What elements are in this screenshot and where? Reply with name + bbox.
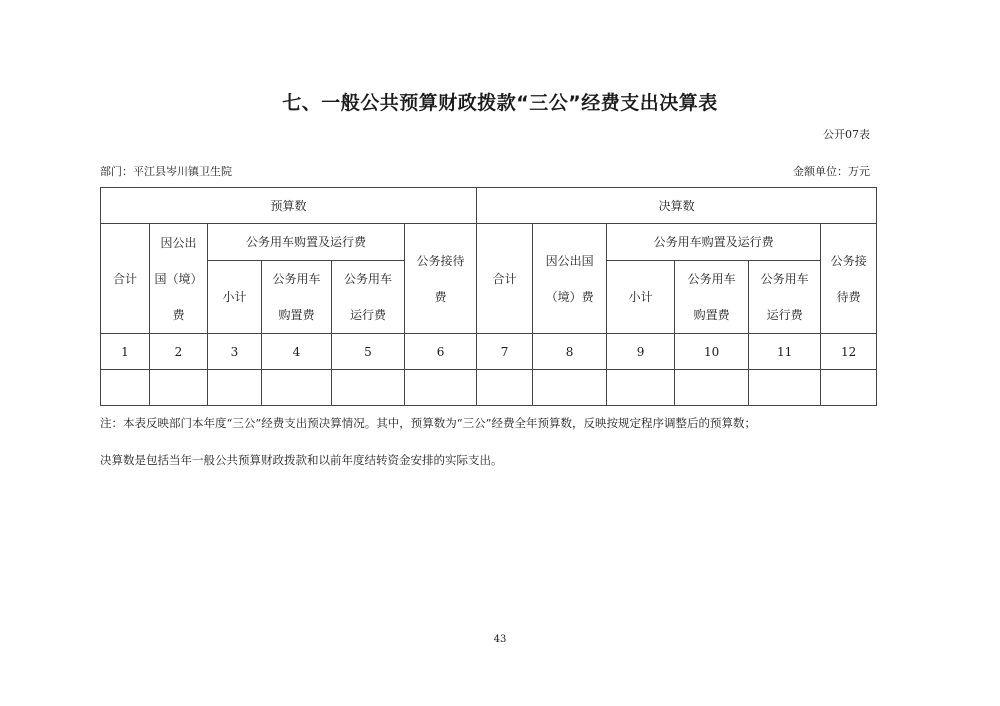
data-cell: [101, 370, 150, 406]
page-title: 七、一般公共预算财政拨款“三公”经费支出决算表: [282, 92, 718, 114]
three-public-expenses-table: [100, 187, 877, 406]
note-line-2: 决算数是包括当年一般公共预算财政拨款和以前年度结转资金安排的实际支出。: [100, 453, 503, 467]
col-number-cell: 3: [208, 334, 262, 370]
data-cell: [332, 370, 405, 406]
budget-abroad-header: 因公出 国（境） 费: [150, 224, 208, 334]
data-cell: [477, 370, 533, 406]
col-number-cell: 2: [150, 334, 208, 370]
budget-subtotal-header: 小计: [208, 261, 262, 334]
data-row: [101, 370, 877, 406]
department-label: 部门：平江县岑川镇卫生院: [100, 165, 232, 178]
data-cell: [821, 370, 877, 406]
col-number-cell: 6: [405, 334, 477, 370]
budget-group-header: 预算数: [101, 188, 477, 224]
col-number-cell: 1: [101, 334, 150, 370]
col-number-cell: 9: [607, 334, 675, 370]
final-car-purchase-header: 公务用车 购置费: [675, 261, 749, 334]
final-reception-header: 公务接 待费: [821, 224, 877, 334]
final-car-group-header: 公务用车购置及运行费: [607, 224, 821, 261]
final-abroad-header: 因公出国 （境）费: [533, 224, 607, 334]
final-subtotal-header: 小计: [607, 261, 675, 334]
col-number-cell: 8: [533, 334, 607, 370]
col-number-cell: 7: [477, 334, 533, 370]
page-number: 43: [493, 634, 507, 645]
col-number-cell: 10: [675, 334, 749, 370]
final-car-operation-header: 公务用车 运行费: [749, 261, 821, 334]
amount-unit-label: 金额单位：万元: [793, 165, 870, 178]
data-cell: [208, 370, 262, 406]
data-cell: [150, 370, 208, 406]
col-number-cell: 11: [749, 334, 821, 370]
data-cell: [405, 370, 477, 406]
note-line-1: 注：本表反映部门本年度“三公”经费支出预决算情况。其中，预算数为“三公”经费全年预算数，反映按规定程序调整后的预算数；: [100, 416, 757, 430]
col-number-cell: 12: [821, 334, 877, 370]
col-number-cell: 5: [332, 334, 405, 370]
data-cell: [262, 370, 332, 406]
data-cell: [607, 370, 675, 406]
col-number-cell: 4: [262, 334, 332, 370]
final-group-header: 决算数: [477, 188, 877, 224]
budget-car-operation-header: 公务用车 运行费: [332, 261, 405, 334]
data-cell: [675, 370, 749, 406]
column-number-row: [101, 334, 877, 370]
table-code: 公开07表: [823, 128, 870, 141]
budget-reception-header: 公务接待 费: [405, 224, 477, 334]
budget-car-purchase-header: 公务用车 购置费: [262, 261, 332, 334]
budget-total-header: 合计: [101, 224, 150, 334]
final-total-header: 合计: [477, 224, 533, 334]
budget-car-group-header: 公务用车购置及运行费: [208, 224, 405, 261]
data-cell: [749, 370, 821, 406]
data-cell: [533, 370, 607, 406]
